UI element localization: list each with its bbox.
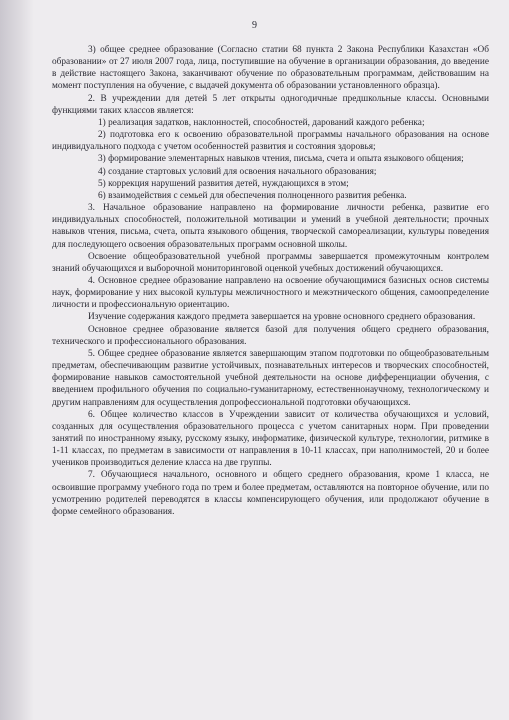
paragraph: 5. Общее среднее образование является завершающим этапом подготовки по общеобразовательным предметам, обеспечивающим развитие устойчивых, познавательных интересов и творческих способностей, формирование навыков самостоятельной учебной деятельности на основе дифференциации обучения, с введением профильного обучения по социально-гуманитарному, естественнонаучному, технологическому и другим направлениям для осуществления допрофессиональной подготовки обучающихся.: [52, 348, 489, 408]
paragraph: 3) общее среднее образование (Согласно статии 68 пункта 2 Закона Республики Казахстан «Об образовании» от 27 июля 2007 года, лица, поступившие на обучение в организации образования, до введение в действие настоящего Закона, заканчивают обучение по образовательным программам, действовашим на момент поступления на обучение, с выдачей документа об образовании установленного образца).: [52, 45, 489, 92]
paragraph: 3. Начальное образование направлено на формирование личности ребенка, развитие его индивидуальных способностей, положительной мотивации и умений в учебной деятельности; прочных навыков чтения, письма, счета, опыта языкового общения, творческой самореализации, культуры поведения для последующего освоения образовательных программ основной школы.: [52, 203, 489, 250]
paragraph: Освоение общеобразовательной учебной программы завершается промежуточным контролем знаний обучающихся и выборочной мониторинговой оценкой учебных достижений обучающихся.: [52, 251, 489, 274]
paragraph: 2. В учреждении для детей 5 лет открыты одногодичные предшкольные классы. Основными функциями таких классов является:: [52, 93, 489, 116]
scan-edge-shadow: [0, 0, 34, 720]
paragraph: 4. Основное среднее образование направлено на освоение обучающимися базисных основ системы наук, формирование у них высокой культуры межличностного и межэтнического общения, самоопределение личности и профессиональную ориентацию.: [52, 275, 489, 311]
paragraph: Основное среднее образование является базой для получения общего среднего образования, технического и профессионального образования.: [52, 324, 489, 347]
paragraph: Изучение содержания каждого предмета завершается на уровне основного среднего образования.: [88, 312, 476, 323]
list-item: 4) создание стартовых условий для освоения начального образования;: [98, 166, 377, 177]
document-body: [52, 44, 489, 518]
page-number: 9: [252, 20, 257, 31]
list-item: 3) формирование элементарных навыков чтения, письма, счета и опыта языкового общения;: [98, 154, 464, 165]
list-item: 6) взаимодействия с семьей для обеспечения полноценного развития ребенка.: [98, 190, 407, 201]
list-item: 2) подготовка его к освоению образовательной программы начального образования на основе индивидуального подхода с учетом особенностей развития и состояния здоровья;: [52, 130, 489, 153]
paragraph: 7. Обучающиеся начального, основного и общего среднего образования, кроме 1 класса, не освоившие программу учебного года по трем и более предметам, оставляются на повторное обучение, или по усмотрению родителей переводятся в классы компенсирующего обучения, или продолжают обучение в форме семейного образования.: [52, 470, 489, 517]
list-item: 5) коррекция нарушений развития детей, нуждающихся в этом;: [98, 178, 349, 189]
paragraph: 6. Общее количество классов в Учреждении зависит от количества обучающихся и условий, созданных для осуществления образовательного процесса с учетом санитарных норм. При проведении занятий по иностранному языку, русскому языку, информатике, физической культуре, технологии, ритмике в 1-11 классах, по предметам в зависимости от направления в 10-11 классах, при наполнимостей, 20 и более учеников производиться деление класса на две группы.: [52, 409, 489, 469]
list-item: 1) реализация задатков, наклонностей, способностей, дарований каждого ребенка;: [98, 117, 425, 128]
